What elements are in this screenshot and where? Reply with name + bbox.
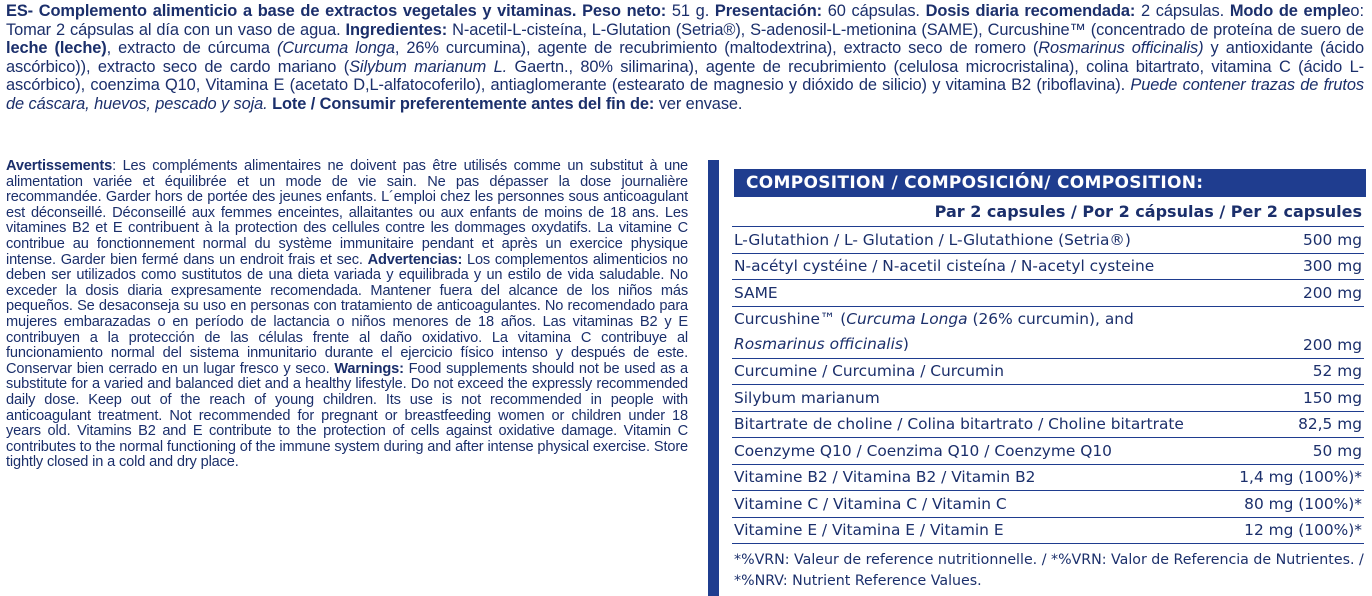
curcushine-a-italic: Curcuma Longa: [846, 310, 968, 328]
ingredients-text-2: , extracto de cúrcuma: [106, 39, 270, 58]
table-row: [732, 411, 1364, 438]
ingredient-name: Coenzyme Q10 / Coenzima Q10 / Coenzyme Q10: [732, 438, 1226, 465]
ingredient-amount: 200 mg: [1226, 306, 1364, 358]
batch-label: Lote / Consumir preferentemente antes del fin de:: [272, 94, 655, 113]
ingredients-italic-3: Silybum marianum L.: [349, 57, 508, 76]
spanish-label-text: [6, 2, 1364, 114]
curcushine-b: (26% curcumin), and: [967, 310, 1134, 328]
ingredients-italic-2: Rosmarinus officinalis): [1038, 39, 1204, 58]
presentation-value: 60 cápsulas.: [827, 2, 920, 20]
table-row: [732, 306, 1364, 358]
ingredient-amount: 150 mg: [1226, 385, 1364, 412]
ingredients-allergen: leche (leche): [6, 39, 107, 58]
net-weight-value: 51 g.: [671, 2, 710, 20]
ingredient-name: Vitamine E / Vitamina E / Vitamin E: [732, 517, 1226, 544]
table-row: [732, 517, 1364, 544]
ingredient-amount: 52 mg: [1226, 358, 1364, 385]
ingredients-text-3: , 26% curcumina), agente de recubrimiento (maltodextrina), extracto seco de romero (: [394, 39, 1039, 58]
composition-header: COMPOSITION / COMPOSICIÓN/ COMPOSITION:: [734, 169, 1366, 197]
warnings-fr-label: Avertissements: [6, 158, 113, 174]
curcushine-d: ): [902, 335, 909, 353]
ingredient-amount: 82,5 mg: [1226, 411, 1364, 438]
usage-label: Modo de emple: [1229, 2, 1351, 20]
ingredient-amount: 500 mg: [1226, 227, 1364, 254]
daily-dose-value: 2 cápsulas.: [1140, 2, 1225, 20]
ingredient-amount: 1,4 mg (100%)*: [1226, 464, 1364, 491]
warnings-en-text: Food supplements should not be used as a substitute for a varied and balanced diet and a healthy lifestyle. Do not exceed the expressly recommended daily dose. Keep out of the reach of young children. Its use is not recommended in people with anticoagulant treatment. Not recommended for pregnant or breastfeeding women or children under 18 years old. Vitamins B2 and E contribute to the protection of cells against oxidative damage. Vitamin C contributes to the normal functioning of the immune system during and after intense physical exercise. Store tightly closed in a cold and dry place.: [6, 360, 689, 471]
ingredient-name: Vitamine B2 / Vitamina B2 / Vitamin B2: [732, 464, 1226, 491]
ingredient-name: [732, 306, 1226, 358]
divider-bar: [708, 160, 719, 596]
ingredient-amount: 50 mg: [1226, 438, 1364, 465]
table-row: [732, 280, 1364, 307]
curcushine-c-italic: Rosmarinus officinalis: [734, 335, 903, 353]
table-row: [732, 385, 1364, 412]
ingredient-amount: 80 mg (100%)*: [1226, 491, 1364, 518]
presentation-label: Presentación:: [714, 2, 823, 20]
ingredient-name: L-Glutathion / L- Glutation / L-Glutathione (Setria®): [732, 227, 1226, 254]
ingredient-name: N-acétyl cystéine / N-acetil cisteína / N-acetyl cysteine: [732, 253, 1226, 280]
warnings-text: [6, 159, 688, 471]
daily-dose-label: Dosis diaria recomendada:: [925, 2, 1136, 20]
table-row: [732, 438, 1364, 465]
footnote: *%VRN: Valeur de reference nutritionnelle. / *%VRN: Valor de Referencia de Nutrientes. / *%NRV: Nutrient Reference Values.: [734, 552, 1364, 589]
ingredient-name: Curcumine / Curcumina / Curcumin: [732, 358, 1226, 385]
ingredient-name: SAME: [732, 280, 1226, 307]
ingredients-text-4: y antioxidante (ácido ascórbico)), extracto seco de cardo mariano (: [6, 39, 1364, 76]
ingredient-amount: 12 mg (100%)*: [1226, 517, 1364, 544]
ingredients-label: Ingredientes:: [345, 20, 448, 39]
ingredient-name: Silybum marianum: [732, 385, 1226, 412]
warnings-es-text: Los complementos alimenticios no deben ser utilizados como sustitutos de una dieta variada y equilibrada y un estilo de vida saludable. No exceder la dosis diaria expresamente recomendada. Mantener fuera del alcance de los niños más pequeños. Se desaconseja su uso en personas con tratamiento de anticoagulantes. No recomendado para mujeres embarazadas o en período de lactancia o niños menores de 18 años. Las vitaminas B2 y E contribuyen a la protección de las células frente al daño oxidativo. La vitamina C contribuye al funcionamiento normal del sistema inmunitario durante el ejercicio físico intenso y después de este. Conservar bien cerrado en un lugar fresco y seco.: [6, 251, 689, 377]
warnings-fr-text: : Les compléments alimentaires ne doivent pas être utilisés comme un substitut à une alimentation variée et équilibrée et un mode de vie sain. Ne pas dépasser la dose journalière recommandée. Garder hors de portée des jeunes enfants. L´emploi chez les personnes sous anticoagulant est déconseillé. Déconseillé aux femmes enceintes, allaitantes ou aux enfants de moins de 18 ans. Les vitamines B2 et E contribuent à la protection des cellules contre les dommages oxydatifs. La vitamine C contribue au fonctionnement normal du système immunitaire pendant et après un exercice physique intense. Garder bien fermé dans un endroit frais et sec.: [6, 158, 688, 268]
ingredient-name: Vitamine C / Vitamina C / Vitamin C: [732, 491, 1226, 518]
warnings-es-label: Advertencias:: [367, 251, 463, 268]
net-weight-label: Peso neto:: [582, 2, 667, 20]
table-row: [732, 253, 1364, 280]
table-row: [732, 227, 1364, 254]
batch-value: ver envase.: [658, 94, 743, 113]
ingredient-amount: 300 mg: [1226, 253, 1364, 280]
ingredients-italic-1: (Curcuma longa: [277, 39, 395, 58]
table-row: [732, 491, 1364, 518]
warnings-en-label: Warnings:: [334, 360, 404, 377]
table-row: [732, 358, 1364, 385]
composition-per-dose: Par 2 capsules / Por 2 cápsulas / Per 2 capsules: [934, 202, 1362, 221]
lang-code: ES-: [6, 2, 34, 20]
ingredients-text-1: N-acetil-L-cisteína, L-Glutation (Setria®), S-adenosil-L-metionina (SAME), Curcushine™ (concentrado de proteína de suero de: [452, 20, 1364, 39]
ingredient-name: Bitartrate de choline / Colina bitartrato / Choline bitartrate: [732, 411, 1226, 438]
usage-value: o: Tomar 2 cápsulas al día con un vaso de agua.: [6, 2, 1364, 39]
traces-warning: Puede contener trazas de frutos de cáscara, huevos, pescado y soja.: [6, 76, 1364, 113]
product-description: Complemento alimenticio a base de extractos vegetales y vitaminas.: [38, 2, 577, 20]
table-row: [732, 464, 1364, 491]
composition-table: [732, 226, 1364, 544]
curcushine-a: Curcushine™ (: [734, 310, 847, 328]
ingredients-text-5: Gaertn., 80% silimarina), agente de recubrimiento (celulosa microcristalina), colina bitartrato, vitamina C (ácido L-ascórbico), coenzima Q10, Vitamina E (acetato D,L-alfatocoferilo), antiaglomerante (estearato de magnesio y dióxido de silicio) y vitamina B2 (riboflavina).: [6, 57, 1364, 95]
ingredient-amount: 200 mg: [1226, 280, 1364, 307]
